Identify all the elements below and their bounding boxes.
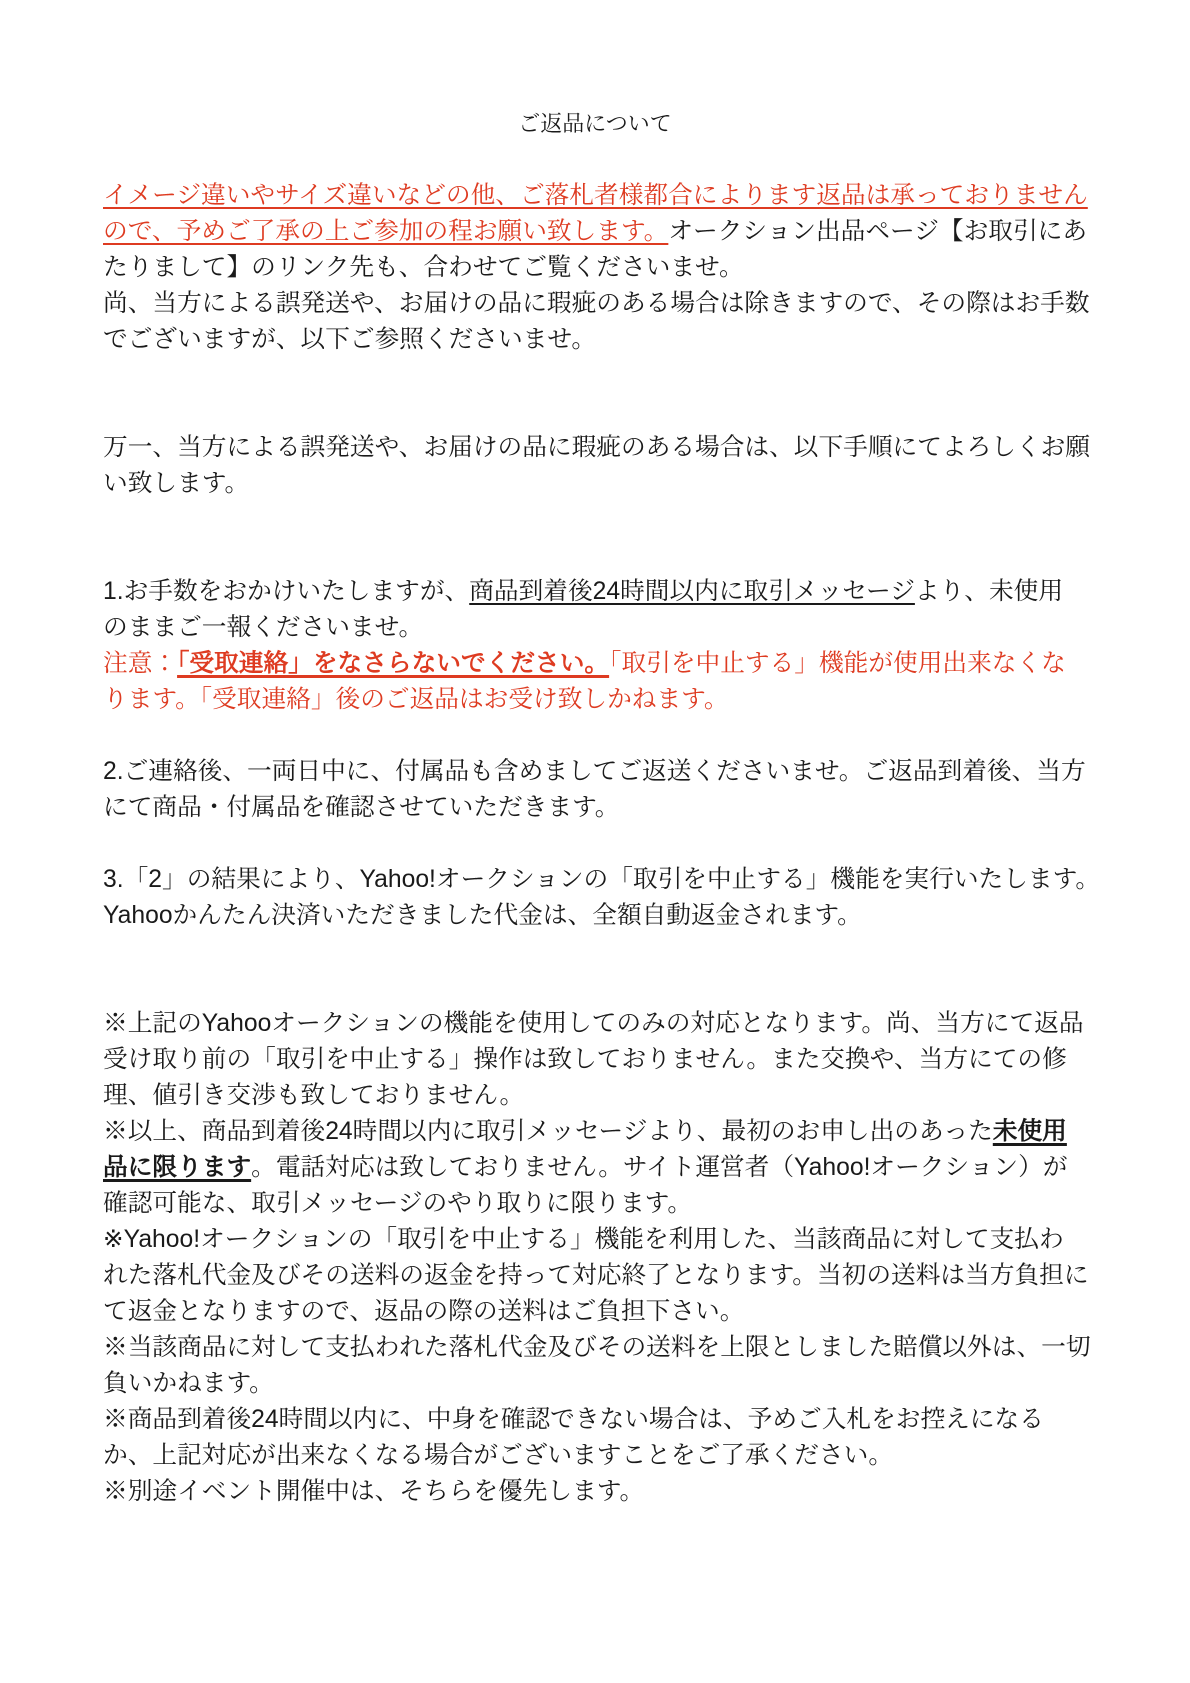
body-text: のままご一報くださいませ。 — [103, 614, 424, 641]
note3-line-1 — [103, 1222, 1087, 1258]
body-text: 1.お手数をおかけいたしますが、 — [103, 578, 470, 605]
step2-section — [103, 754, 1087, 826]
step1-notice-line-2 — [103, 682, 1087, 718]
body-text: い致します。 — [103, 470, 250, 497]
notice-text: ります。「受取連絡」後のご返品はお受け致しかねます。 — [103, 686, 729, 713]
body-text: 負いかねます。 — [103, 1370, 274, 1397]
unused-items-only-bold-text: 未使用 — [992, 1118, 1067, 1145]
note2-line-2 — [103, 1150, 1087, 1186]
step1-section — [103, 574, 1087, 718]
intro-line-3 — [103, 250, 1087, 286]
note5-line-1 — [103, 1402, 1087, 1438]
step3-line-2 — [103, 898, 1087, 934]
body-text: か、上記対応が出来なくなる場合がございますことをご了承ください。 — [103, 1442, 894, 1469]
step1-notice-line-1 — [103, 646, 1087, 682]
body-text: 理、値引き交渉も致しておりません。 — [103, 1082, 525, 1109]
note3-line-3 — [103, 1294, 1087, 1330]
step1-line-2 — [103, 610, 1087, 646]
body-text: たりまして】のリンク先も、合わせてご覧くださいませ。 — [103, 254, 744, 281]
note6-line-1 — [103, 1474, 1087, 1510]
deadline-underlined-text: 商品到着後24時間以内に取引メッセージ — [469, 578, 915, 605]
notice-label: 注意： — [103, 650, 178, 677]
step2-line-1 — [103, 754, 1087, 790]
intro-line-2 — [103, 214, 1087, 250]
no-returns-warning-text: ので、予めご了承の上ご参加の程お願い致します。 — [103, 218, 669, 245]
body-text: Yahooかんたん決済いただきました代金は、全額自動返金されます。 — [103, 902, 862, 929]
note4-line-2 — [103, 1366, 1087, 1402]
body-text: ※以上、商品到着後24時間以内に取引メッセージより、最初のお申し出のあった — [103, 1118, 993, 1145]
step1-line-1 — [103, 574, 1087, 610]
page-title: ご返品について — [518, 111, 672, 136]
body-text: オークション出品ページ【お取引にあ — [668, 218, 1088, 245]
note1-line-2 — [103, 1042, 1087, 1078]
note1-line-3 — [103, 1078, 1087, 1114]
body-text: 尚、当方による誤発送や、お届けの品に瑕疵のある場合は除きますので、その際はお手数 — [103, 290, 1090, 317]
intro-line-5 — [103, 322, 1087, 358]
body-text: ※Yahoo!オークションの「取引を中止する」機能を利用した、当該商品に対して支払わ — [103, 1226, 1064, 1253]
note1-line-1 — [103, 1006, 1087, 1042]
body-text: 万一、当方による誤発送や、お届けの品に瑕疵のある場合は、以下手順にてよろしくお願 — [103, 434, 1091, 461]
body-text: より、未使用 — [914, 578, 1064, 605]
body-text: にて商品・付属品を確認させていただきます。 — [103, 794, 620, 821]
intro-line-1 — [103, 178, 1087, 214]
note2-line-3 — [103, 1186, 1087, 1222]
note3-line-2 — [103, 1258, 1087, 1294]
defect-intro-line-1 — [103, 430, 1091, 466]
body-text: でございますが、以下ご参照くださいませ。 — [103, 326, 597, 353]
notice-bold-warning-text: 「受取連絡」をなさらないでください。 — [177, 650, 610, 677]
notice-text: 「取引を中止する」機能が使用出来なくな — [609, 650, 1066, 677]
note4-line-1 — [103, 1330, 1091, 1366]
body-text: 。電話対応は致しておりません。サイト運営者（Yahoo!オークション）が — [251, 1154, 1068, 1181]
defect-procedure-intro-section — [103, 430, 1091, 502]
note2-line-1 — [103, 1114, 1087, 1150]
note5-line-2 — [103, 1438, 1087, 1474]
body-text: 2.ご連絡後、一両日中に、付属品も含めましてご返送くださいませ。ご返品到着後、当方 — [103, 758, 1086, 785]
body-text: 3.「2」の結果により、Yahoo!オークションの「取引を中止する」機能を実行いたします。 — [103, 866, 1101, 893]
body-text: れた落札代金及びその送料の返金を持って対応終了となります。当初の送料は当方負担に — [103, 1262, 1089, 1289]
unused-items-only-bold-text: 品に限ります — [103, 1154, 252, 1181]
no-returns-warning-text: イメージ違いやサイズ違いなどの他、ご落札者様都合によります返品は承っておりません — [103, 182, 1088, 209]
step2-line-2 — [103, 790, 1087, 826]
body-text: ※商品到着後24時間以内に、中身を確認できない場合は、予めご入札をお控えになる — [103, 1406, 1044, 1433]
step3-section — [103, 862, 1101, 934]
body-text: て返金となりますので、返品の際の送料はご負担下さい。 — [103, 1298, 745, 1325]
notes-section — [103, 1006, 1091, 1510]
intro-line-4 — [103, 286, 1090, 322]
defect-intro-line-2 — [103, 466, 1087, 502]
body-text: ※上記のYahooオークションの機能を使用してのみの対応となります。尚、当方にて返品 — [103, 1010, 1084, 1037]
intro-section — [103, 178, 1090, 358]
step3-line-1 — [103, 862, 1101, 898]
body-text: ※別途イベント開催中は、そちらを優先します。 — [103, 1478, 645, 1505]
body-text: 確認可能な、取引メッセージのやり取りに限ります。 — [103, 1190, 693, 1217]
body-text: ※当該商品に対して支払われた落札代金及びその送料を上限としました賠償以外は、一切 — [103, 1334, 1091, 1361]
body-text: 受け取り前の「取引を中止する」操作は致しておりません。また交換や、当方にての修 — [103, 1046, 1067, 1073]
